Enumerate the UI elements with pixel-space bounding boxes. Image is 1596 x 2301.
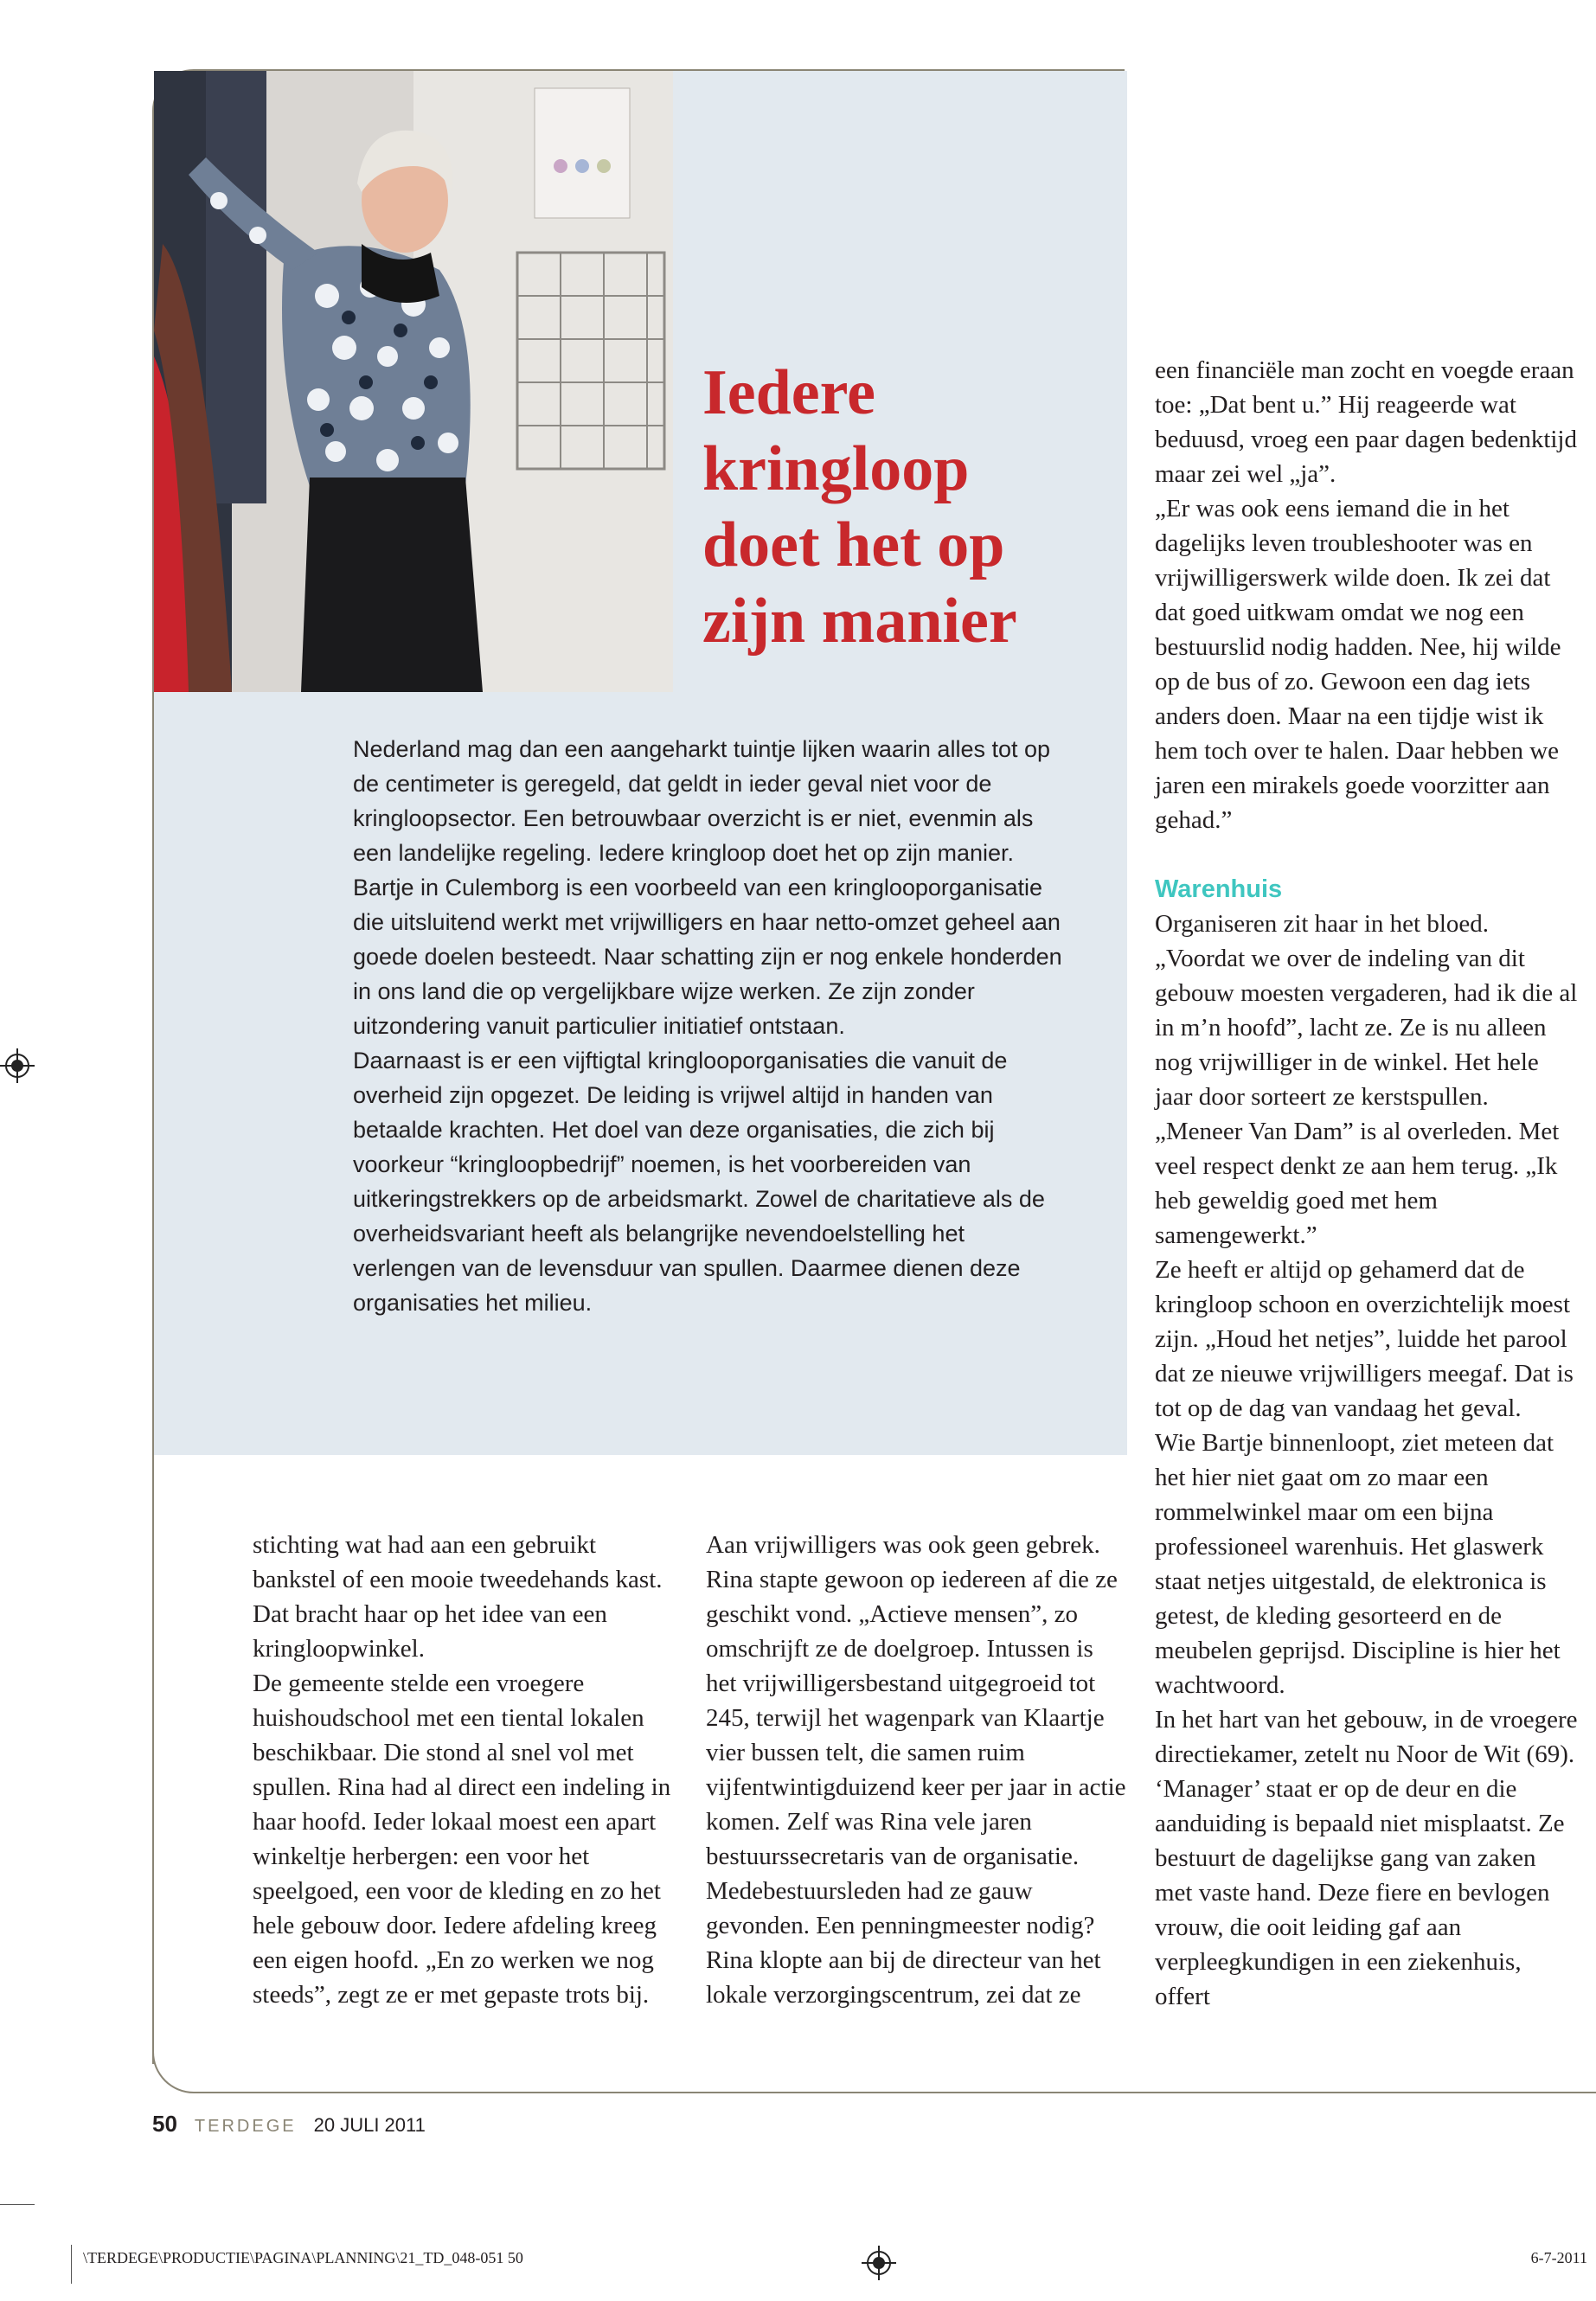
article-photo <box>154 71 673 692</box>
page-number: 50 <box>152 2111 177 2137</box>
body-paragraph: een financiële man zocht en voegde eraan toe: „Dat bent u.” Hij reageerde wat beduusd, vroeg een paar dagen bedenktijd maar zei wel „ja”. <box>1155 356 1577 488</box>
article-headline: Iedere kringloop doet het op zijn manier <box>702 357 1017 657</box>
body-column-3 <box>1155 353 1579 2014</box>
frame-bottom-line <box>199 2092 1596 2093</box>
body-paragraph: In het hart van het gebouw, in de vroegere directiekamer, zetelt nu Noor de Wit (69). ‘Manager’ staat er op de deur en die aanduiding is bepaald niet misplaatst. Ze bestuurt de dagelijkse gang van zaken met vaste hand. Deze fiere en bevlogen vrouw, die ooit leiding gaf aan verpleegkundigen in een ziekenhuis, offert <box>1155 1706 1578 2010</box>
body-paragraph: „Er was ook eens iemand die in het dagelijks leven troubleshooter was en vrijwilligerswerk wilde doen. Ik zei dat dat goed uitkwam omdat we nog een bestuurslid nodig hadden. Nee, hij wilde op de bus of zo. Gewoon een dag iets anders doen. Maar na een tijdje wist ik hem toch over te halen. Daar hebben we jaren een mirakels goede voorzitter aan gehad.” <box>1155 495 1561 834</box>
intro-paragraph: Nederland mag dan een aangeharkt tuintje lijken waarin alles tot op de centimeter is geregeld, dat geldt in ieder geval niet voor de kringloopsector. Een betrouwbaar overzicht is er niet, evenmin als een landelijke regeling. Iedere kringloop doet het op zijn manier. <box>353 736 1051 866</box>
body-paragraph: Aan vrijwilligers was ook geen gebrek. Rina stapte gewoon op iedereen af die ze geschikt vond. „Actieve mensen”, zo omschrijft ze de doelgroep. Intussen is het vrijwilligersbestand uitgegroeid tot 245, terwijl het wagenpark van Klaartje vier bussen telt, die samen ruim vijfentwintigduizend keer per jaar in actie komen. Zelf was Rina vele jaren bestuurssecretaris van de organisatie. Medebestuursleden had ze gauw gevonden. Een penningmeester nodig? Rina klopte aan bij de directeur van het lokale verzorgingscentrum, zei dat ze <box>706 1531 1126 2009</box>
body-paragraph: Ze heeft er altijd op gehamerd dat de kringloop schoon en overzichtelijk moest zijn. „Houd het netjes”, luidde het parool dat ze nieuwe vrijwilligers meegaf. Dat is tot op de dag van vandaag het geval. <box>1155 1256 1574 1422</box>
issue-date: 20 JULI 2011 <box>313 2114 426 2136</box>
magazine-name: TERDEGE <box>194 2117 297 2136</box>
print-slug-date: 6-7-2011 <box>1530 2249 1587 2266</box>
page-footer <box>152 2111 426 2142</box>
body-paragraph: De gemeente stelde een vroegere huishoudschool met een tiental lokalen beschikbaar. Die stond al snel vol met spullen. Rina had al direct een indeling in haar hoofd. Ieder lokaal moest een apart winkeltje herbergen: een voor het speelgoed, een voor de kleding en zo het hele gebouw door. Iedere afdeling kreeg een eigen hoofd. „En zo werken we nog steeds”, zegt ze er met gepaste trots bij. <box>253 1670 671 2009</box>
crop-mark <box>71 2245 72 2284</box>
section-subhead: Warenhuis <box>1155 875 1283 903</box>
registration-mark-icon <box>0 1048 35 1083</box>
crop-mark <box>0 2204 35 2205</box>
body-column-1 <box>253 1528 675 2012</box>
frame-corner-bottom <box>152 2041 204 2093</box>
body-column-2 <box>706 1528 1130 2012</box>
intro-text <box>353 732 1062 1320</box>
print-slug-path: \TERDEGE\PRODUCTIE\PAGINA\PLANNING\21_TD_048-051 50 <box>83 2249 523 2266</box>
intro-paragraph: Bartje in Culemborg is een voorbeeld van een kringlooporganisatie die uitsluitend werkt met vrijwilligers en haar netto-omzet geheel aan goede doelen besteedt. Naar schatting zijn er nog enkele honderden in ons land die op vergelijkbare wijze werken. Ze zijn zonder uitzondering vanuit particulier initiatief ontstaan. <box>353 875 1062 1039</box>
body-paragraph: Wie Bartje binnenloopt, ziet meteen dat het hier niet gaat om zo maar een rommelwinkel maar om een bijna professioneel warenhuis. Het glaswerk staat netjes uitgestald, de elektronica is getest, de kleding gesorteerd en de meubelen geprijsd. Discipline is hier het wachtwoord. <box>1155 1429 1561 1699</box>
intro-paragraph: Daarnaast is er een vijftigtal kringlooporganisaties die vanuit de overheid zijn opgezet. De leiding is vrijwel altijd in handen van betaalde krachten. Het doel van deze organisaties, die zich bij voorkeur “kringloopbedrijf” noemen, is het voorbereiden van uitkeringstrekkers op de arbeidsmarkt. Zowel de charitatieve als de overheidsvariant heeft als belangrijke nevendoelstelling het verlengen van de levensduur van spullen. Daarmee dienen deze organisaties het milieu. <box>353 1048 1045 1316</box>
body-paragraph: stichting wat had aan een gebruikt bankstel of een mooie tweedehands kast. Dat bracht haar op het idee van een kringloopwinkel. <box>253 1531 663 1663</box>
registration-mark-icon <box>862 2246 896 2280</box>
body-paragraph: Organiseren zit haar in het bloed. „Voordat we over de indeling van dit gebouw moesten vergaderen, had ik die al in m’n hoofd”, lacht ze. Ze is nu alleen nog vrijwilliger in de winkel. Het hele jaar door sorteert ze kerstspullen. „Meneer Van Dam” is al overleden. Met veel respect denkt ze aan hem terug. „Ik heb geweldig goed met hem samengewerkt.” <box>1155 910 1578 1249</box>
